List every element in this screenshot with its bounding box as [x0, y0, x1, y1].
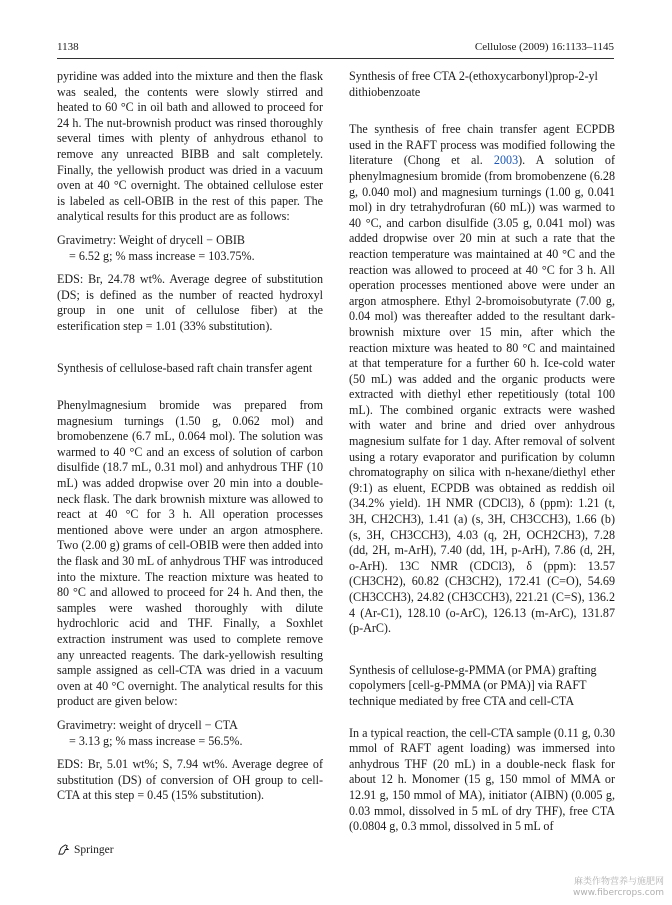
- gravimetry-cta-line-1: Gravimetry: weight of drycell − CTA: [57, 717, 238, 732]
- left-column: [57, 69, 323, 804]
- gravimetry-cta-line-2: = 3.13 g; % mass increase = 56.5%.: [69, 733, 243, 748]
- free-cta-text-a: The synthesis of free chain transfer agent ECPDB used in the RAFT process was modified following the literature (Chong et al.: [349, 122, 615, 168]
- springer-horse-icon: [57, 843, 70, 856]
- paragraph-1: pyridine was added into the mixture and then the flask was sealed, the contents were slowly stirred and heated to 60 °C in oil bath and allowed to proceed for 24 h. The nut-brownish product was rinsed thoroughly several times with plenty of anhydrous ethanol to remove any unreacted BIBB and salt completely. Finally, the yellowish product was dried in a vacuum oven at 40 °C overnight. The obtained cellulose ester is labeled as cell-OBIB in the rest of this paper. The analytical results for this product are as follows:: [57, 69, 323, 224]
- free-cta-text-b: ). A solution of phenylmagnesium bromide (from bromobenzene (6.28 g, 0.040 mol) and magnesium turnings (1.00 g, 0.041 mol) in dry tetrahydrofuran (60 mL)) was warmed to 40 °C, and carbon disulfide (3.05 g, 0.041 mol) was added dropwise over 20 min at such a rate that the reaction temperature was maintained at 40 °C and the reaction was allowed to proceed at 40 °C for 3 h. All operation processes mentioned above were under an argon atmosphere. Ethyl 2-bromoisobutyrate (7.00 g, 0.04 mol) was thereafter added to the resultant dark-brownish mixture over 15 min, after which the reaction mixture was heated to 80 °C and maintained at that temperature for a further 60 h. Ice-cold water (50 mL) was added and the organic products were extracted with diethyl ether repetitiously (total 100 mL). The combined organic extracts were washed with water and brine and dried over anhydrous magnesium sulfate for 1 day. After removal of solvent using a rotary evaporator and purification by column chromatography on silica with n-hexane/diethyl ether (9:1) as eluent, ECPDB was obtained as reddish oil (34.2% yield). 1H NMR (CDCl3), δ (ppm): 1.21 (t, 3H, CH2CH3), 1.41 (a) (s, 3H, CH3CCH3), 1.66 (b) (s, 3H, CH3CCH3), 4.03 (q, 2H, OCH2CH3), 7.28 (dd, 2H, m-ArH), 7.40 (dd, 1H, p-ArH), 7.86 (d, 2H, o-ArH). 13C NMR (CDCl3), δ (ppm): 13.57 (CH3CH2), 60.82 (CH3CH2), 172.41 (C=O), 54.69 (CH3CCH3), 24.82 (CH3CCH3), 221.21 (C=S), 136.2 4 (Ar-C1), 128.10 (o-ArC), 126.13 (m-ArC), 131.87 (p-ArC).: [349, 153, 615, 636]
- reference-link-2003[interactable]: 2003: [493, 153, 519, 168]
- gravimetry-line-1: Gravimetry: Weight of drycell − OBIB: [57, 232, 245, 247]
- section-heading-cell-cta: Synthesis of cellulose-based raft chain transfer agent: [57, 360, 313, 375]
- site-watermark: [573, 877, 664, 899]
- journal-citation: Cellulose (2009) 16:1133–1145: [474, 41, 614, 53]
- paragraph-grafting: In a typical reaction, the cell-CTA sample (0.11 g, 0.30 mmol of RAFT agent loading) was immersed into anhydrous THF (20 mL) in a double-neck flask for about 12 h. Monomer (15 g, 150 mmol of MMA or 12.91 g, 150 mmol of MA), initiator (AIBN) (0.005 g, 0.03 mmol, dissolved in 5 mL of dry THF), free CTA (0.0804 g, 0.3 mmol, dissolved in 5 mL of: [349, 725, 615, 834]
- page-number: 1138: [57, 41, 79, 53]
- eds-paragraph-1: EDS: Br, 24.78 wt%. Average degree of substitution (DS; is defined as the number of reacted hydroxyl group in one unit of cellulose fiber) at the esterification step = 1.01 (33% substitution).: [57, 272, 323, 333]
- publisher-name: Springer: [74, 843, 114, 856]
- gravimetry-cta: [57, 718, 323, 749]
- gravimetry-line-2: = 6.52 g; % mass increase = 103.75%.: [69, 248, 255, 263]
- watermark-line-2: www.fibercrops.com: [573, 888, 664, 898]
- watermark-line-1: 麻类作物营养与施肥网: [573, 877, 664, 887]
- page-footer: [57, 843, 114, 856]
- paragraph-cell-cta: Phenylmagnesium bromide was prepared from magnesium turnings (1.50 g, 0.062 mol) and bromobenzene (6.7 mL, 0.064 mol). The solution was warmed to 40 °C and an excess of solution of carbon disulfide (18.7 mL, 0.31 mol) and anhydrous THF (10 mL) was added dropwise over 20 min into a double-neck flask. The dark brownish mixture was allowed to react at 40 °C for 3 h. All operation processes mentioned above were under an argon atmosphere. Two (2.00 g) grams of cell-OBIB were then added into the flask and 30 mL of anhydrous THF was introduced into the mixture. The reaction mixture was heated to 80 °C and allowed to proceed for 24 h. And then, the samples were washed thoroughly with dilute hydrochloric acid and THF. Finally, a Soxhlet extraction instrument was used to complete remove any unreacted reagents. The dark-yellowish resulting sample assigned as cell-CTA was dried in a vacuum oven at 40 °C overnight. The analytical results for this product are given below:: [57, 398, 323, 709]
- header-rule: [57, 58, 614, 59]
- section-heading-grafting: Synthesis of cellulose-g-PMMA (or PMA) grafting copolymers [cell-g-PMMA (or PMA)] via RAFT technique mediated by free CTA and cell-CTA: [349, 662, 597, 708]
- eds-paragraph-2: EDS: Br, 5.01 wt%; S, 7.94 wt%. Average degree of substitution (DS) of conversion of OH group to cell-CTA at this step = 0.45 (15% substitution).: [57, 757, 323, 803]
- gravimetry-oBIB: [57, 233, 323, 264]
- paragraph-free-cta: [349, 122, 615, 637]
- section-heading-free-cta: Synthesis of free CTA 2-(ethoxycarbonyl)prop-2-yl dithiobenzoate: [349, 69, 598, 99]
- right-column: [349, 69, 615, 835]
